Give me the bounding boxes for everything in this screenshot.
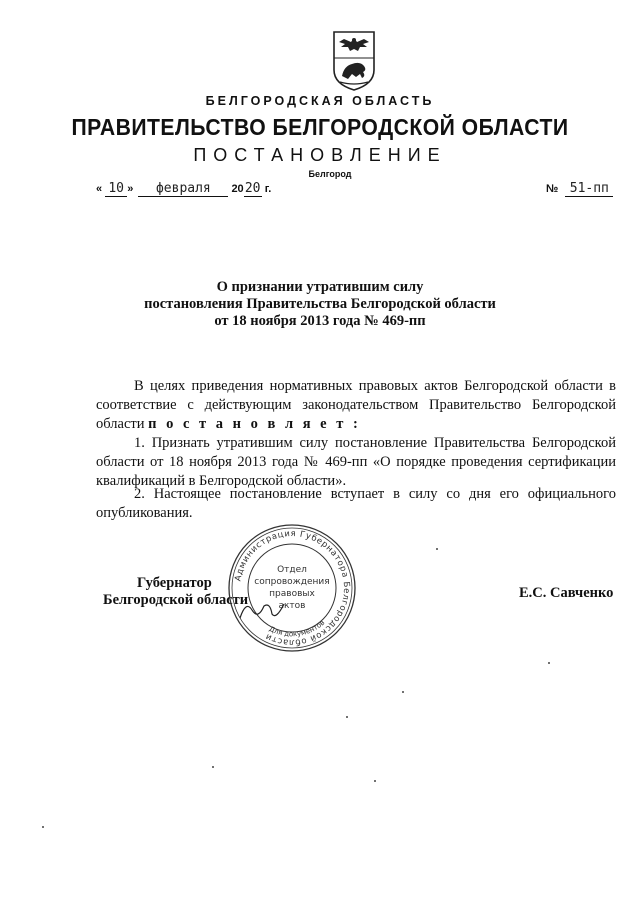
document-title-line-2: постановления Правительства Белгородской области (144, 296, 496, 312)
decree-word: п о с т а н о в л я е т : (148, 416, 361, 432)
stamp-center-line-3: правовых (269, 589, 315, 599)
stamp-center-line-2: сопровождения (254, 577, 330, 587)
document-type: ПОСТАНОВЛЕНИЕ (193, 145, 447, 165)
stamp-bottom-text: Для документов (267, 618, 327, 639)
official-stamp (226, 522, 358, 654)
item-1-paragraph: 1. Признать утратившим силу постановление Правительства Белгородской области от 18 ноября 2013 года № 469-пп «О порядке проведения сертификации квалификаций в Белгородской области». (96, 435, 616, 489)
scan-speck (212, 766, 214, 768)
intro-text: В целях приведения нормативных правовых актов Белгородской области в соответствие с действующим законодательством Правительство Белгородской области (96, 378, 616, 432)
government-name: ПРАВИТЕЛЬСТВО БЕЛГОРОДСКОЙ ОБЛАСТИ (71, 114, 569, 140)
date-field (96, 182, 271, 197)
date-month: февраля (138, 182, 228, 197)
stamp-outer-text: Администрация Губернатора Белгородской области (233, 528, 352, 648)
signatory-position-line-2: Белгородской области (103, 592, 249, 608)
document-number-field (546, 182, 613, 197)
signatory-name: Е.С. Савченко (519, 585, 614, 601)
date-year-prefix: 20 (231, 183, 244, 195)
intro-paragraph (96, 377, 616, 434)
date-year-suffix: 20 (244, 181, 261, 196)
city-name: Белгород (308, 169, 352, 179)
stamp-center-line-1: Отдел (277, 565, 307, 575)
scan-speck (42, 826, 44, 828)
signatory-position-line-1: Губернатор (137, 575, 212, 591)
number-label: № (546, 183, 559, 195)
scan-speck (436, 548, 438, 550)
scan-speck (402, 691, 404, 693)
date-day: 10 (105, 182, 127, 197)
document-title-line-3: от 18 ноября 2013 года № 469-пп (214, 313, 426, 329)
date-open-quote: « (96, 183, 103, 195)
coat-of-arms-emblem (330, 30, 378, 92)
date-close-quote: » (127, 183, 134, 195)
date-year-unit: г. (264, 183, 272, 195)
stamp-center-line-4: актов (278, 601, 306, 611)
scan-speck (346, 716, 348, 718)
item-2-paragraph: 2. Настоящее постановление вступает в силу со дня его официального опубликования. (96, 486, 616, 521)
region-name: БЕЛГОРОДСКАЯ ОБЛАСТЬ (205, 94, 435, 108)
scan-speck (374, 780, 376, 782)
handwritten-signature (236, 596, 296, 624)
scan-speck (548, 662, 550, 664)
document-number: 51-пп (565, 182, 613, 197)
document-title-line-1: О признании утратившим силу (216, 279, 424, 295)
